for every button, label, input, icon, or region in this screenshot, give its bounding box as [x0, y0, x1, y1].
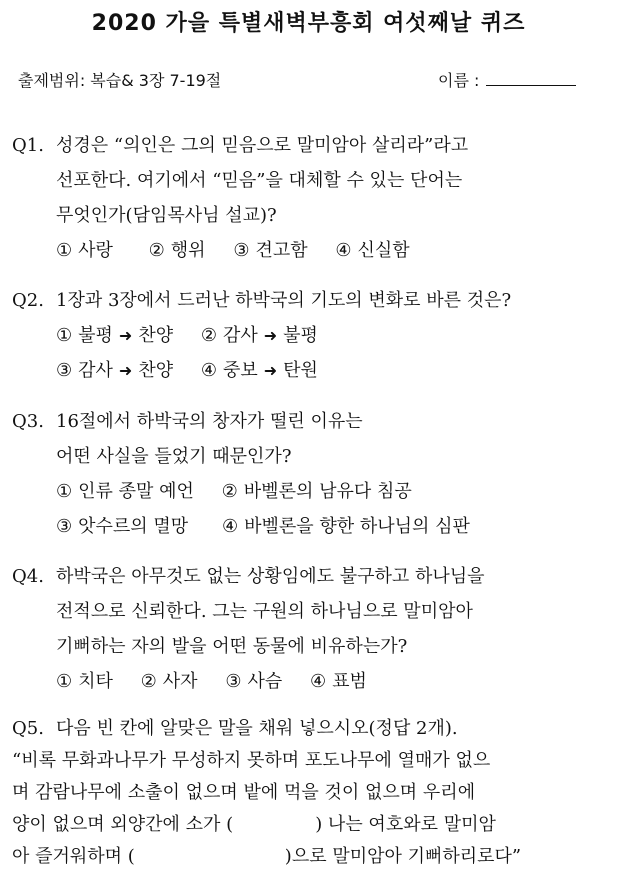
- passage-line: 아 즐거워하며 ( )으로 말미암아 기뻐하리로다”: [12, 846, 522, 867]
- option-row: [12, 474, 612, 509]
- exam-scope: 출제범위: 복습& 3장 7-19절: [18, 71, 222, 90]
- option-1: ① 사랑: [56, 240, 113, 261]
- passage-line: “비록 무화과나무가 무성하지 못하며 포도나무에 열매가 없으: [12, 750, 491, 771]
- option-2: ② 행위: [148, 240, 206, 261]
- arrow-right-icon: ➜: [118, 326, 133, 345]
- arrow-right-icon: ➜: [263, 361, 278, 380]
- question-number: Q3.: [12, 411, 44, 432]
- option-1: ① 치타: [56, 671, 113, 692]
- passage-line: 며 감람나무에 소출이 없으며 밭에 먹을 것이 없으며 우리에: [12, 782, 476, 803]
- option-row: [12, 664, 612, 699]
- arrow-right-icon: ➜: [118, 361, 133, 380]
- question-text-line: 성경은 “의인은 그의 믿음으로 말미암아 살리라”라고: [56, 135, 469, 156]
- question-text-line: 기뻐하는 자의 발을 어떤 동물에 비유하는가?: [56, 636, 408, 657]
- question-4: [12, 559, 612, 699]
- option-3: ③ 사슴: [225, 671, 283, 692]
- question-number: Q2.: [12, 290, 44, 311]
- question-text-line: 16절에서 하박국의 창자가 떨린 이유는: [56, 411, 363, 432]
- option-3: ③ 감사 ➜ 찬양: [56, 360, 174, 381]
- name-label: 이름 :: [438, 71, 480, 90]
- name-field: [438, 68, 576, 91]
- page-title: 2020 가을 특별새벽부흥회 여섯째날 퀴즈: [91, 11, 526, 36]
- passage-line: 양이 없으며 외양간에 소가 ( ) 나는 여호와로 말미암: [12, 814, 496, 835]
- question-text-line: 전적으로 신뢰한다. 그는 구원의 하나님으로 말미암아: [56, 601, 473, 622]
- option-4: ④ 표범: [309, 671, 367, 692]
- option-4: ④ 바벨론을 향한 하나님의 심판: [221, 516, 470, 537]
- option-2: ② 감사 ➜ 불평: [200, 325, 318, 346]
- option-2: ② 바벨론의 남유다 침공: [221, 481, 412, 502]
- question-2: [12, 283, 612, 388]
- option-4: ④ 신실함: [335, 240, 410, 261]
- option-2: ② 사자: [140, 671, 198, 692]
- option-3: ③ 견고함: [233, 240, 308, 261]
- option-4: ④ 중보 ➜ 탄원: [200, 360, 318, 381]
- question-5: [12, 713, 612, 873]
- option-row: [12, 353, 612, 388]
- option-row: [12, 233, 612, 268]
- question-text-line: 하박국은 아무것도 없는 상황임에도 불구하고 하나님을: [56, 566, 485, 587]
- option-1: ① 불평 ➜ 찬양: [56, 325, 174, 346]
- question-number: Q1.: [12, 135, 44, 156]
- name-blank-line: [486, 71, 576, 86]
- option-1: ① 인류 종말 예언: [56, 481, 194, 502]
- question-number: Q4.: [12, 566, 44, 587]
- question-text-line: 어떤 사실을 들었기 때문인가?: [56, 446, 292, 467]
- question-number: Q5.: [12, 718, 44, 739]
- question-3: [12, 404, 612, 544]
- arrow-right-icon: ➜: [263, 326, 278, 345]
- option-row: [12, 509, 612, 544]
- question-1: [12, 128, 612, 268]
- question-text-line: 무엇인가(담임목사님 설교)?: [56, 205, 277, 226]
- question-text-line: 선포한다. 여기에서 “믿음”을 대체할 수 있는 단어는: [56, 170, 463, 191]
- question-text-line: 1장과 3장에서 드러난 하박국의 기도의 변화로 바른 것은?: [56, 290, 512, 311]
- option-3: ③ 앗수르의 멸망: [56, 516, 189, 537]
- question-text-line: 다음 빈 칸에 알맞은 말을 채워 넣으시오(정답 2개).: [56, 718, 458, 739]
- option-row: [12, 318, 612, 353]
